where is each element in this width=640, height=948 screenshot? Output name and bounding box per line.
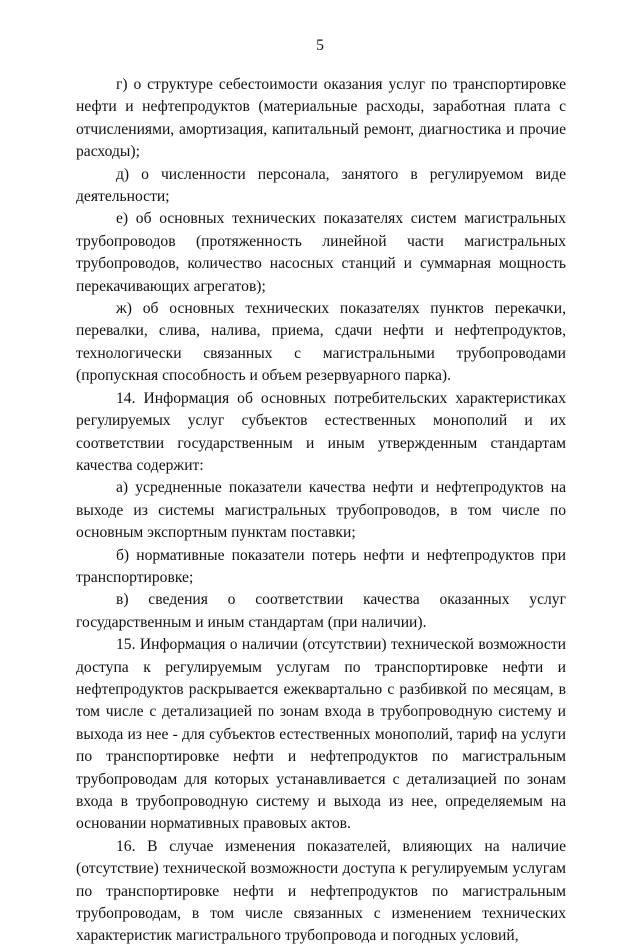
paragraph-item-v: в) сведения о соответствии качества оказанных услуг государственным и иным стандартам (при наличии). [76,591,566,631]
paragraph-item-d: д) о численности персонала, занятого в регулируемом виде деятельности; [76,165,566,206]
paragraph-section-14: 14. Информация об основных потребительских характеристиках регулируемых услуг субъектов естественных монополий и их соответствии государственным и иным утвержденным стандартам качества содержит: [76,389,566,474]
document-body [76,74,566,948]
page-number: 5 [316,37,324,54]
paragraph-item-g: г) о структуре себестоимости оказания услуг по транспортировке нефти и нефтепродуктов (материальные расходы, заработная плата с отчислениями, амортизация, капитальный ремонт, диагностика и прочие расходы); [76,76,566,161]
paragraph-item-b: б) нормативные показатели потерь нефти и нефтепродуктов при транспортировке; [76,546,566,586]
paragraph-item-zh: ж) об основных технических показателях пунктов перекачки, перевалки, слива, налива, приема, сдачи нефти и нефтепродуктов, технологически связанных с магистральными трубопроводами (пропускная способность и объем резервуарного парка). [76,300,566,385]
paragraph-item-a: а) усредненные показатели качества нефти и нефтепродуктов на выходе из системы магистральных трубопроводов, в том числе по основным экспортным пунктам поставки; [76,479,566,542]
paragraph-section-16: 16. В случае изменения показателей, влияющих на наличие (отсутствие) технической возможности доступа к регулируемым услугам по транспортировке нефти и нефтепродуктов по магистральным трубопроводам, в том числе связанных с изменением технических характеристик магистрального трубопровода и погодных условий, [76,837,566,945]
paragraph-item-e: е) об основных технических показателях систем магистральных трубопроводов (протяженность линейной части магистральных трубопроводов, количество насосных станций и суммарная мощность перекачивающих агрегатов); [76,210,566,295]
paragraph-section-15: 15. Информация о наличии (отсутствии) технической возможности доступа к регулируемым услугам по транспортировке нефти и нефтепродуктов раскрывается ежеквартально с разбивкой по месяцам, в том числе с детализацией по зонам входа в трубопроводную систему и выхода из нее - для субъектов естественных монополий, тариф на услуги по транспортировке нефти и нефтепродуктов по магистральным трубопроводам для которых устанавливается с детализацией по зонам входа в трубопроводную систему и выхода из нее, определяемым на основании нормативных правовых актов. [76,636,566,833]
